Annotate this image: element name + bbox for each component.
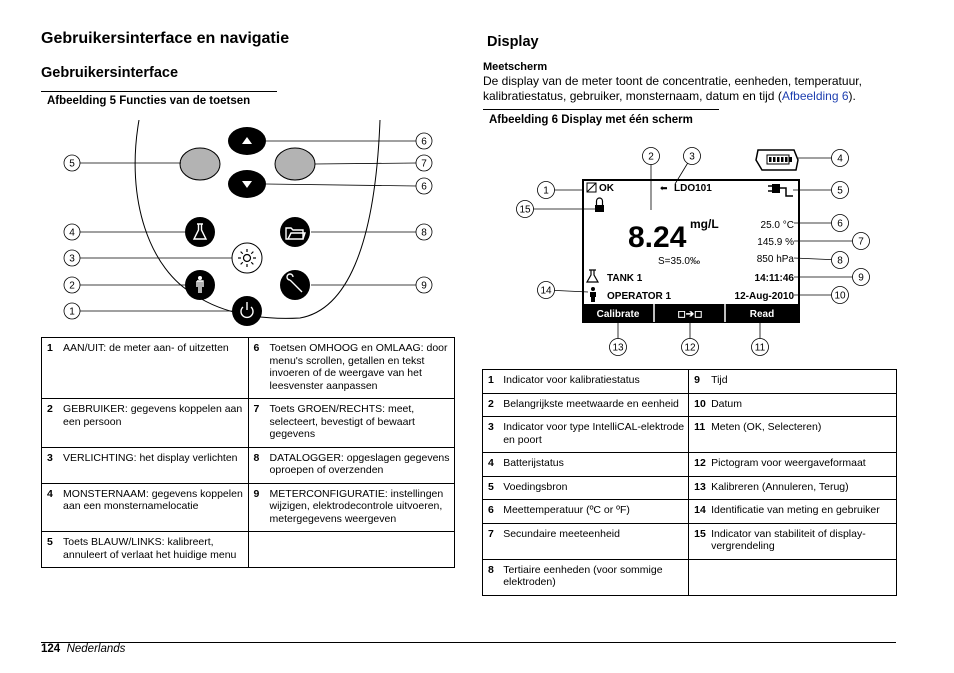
item-description: Batterijstatus [498,453,688,477]
callout-number: 5 [69,158,75,170]
item-number: 12 [689,453,706,477]
item-description: Toets BLAUW/LINKS: kalibreert, annuleert of verlaat het huidige menu [58,532,248,568]
callout-number: 3 [689,151,695,163]
item-number: 5 [42,532,59,568]
item-description: METERCONFIGURATIE: instellingen wijzigen, elektrodecontrole uitvoeren, metergegevens weergeven [265,483,455,532]
item-number: 4 [42,483,59,532]
table-row [42,399,455,448]
display-figure [510,140,890,365]
item-description: Indicator voor kalibratiestatus [498,370,688,394]
callout-number: 1 [69,306,75,318]
caption-rule [41,91,277,92]
item-description: Secundaire meeteenheid [498,523,688,559]
page-number: 124 [41,643,61,655]
caption-rule-2 [483,109,719,110]
callout-number: 1 [543,185,549,197]
item-description: Tertiaire eenheden (voor sommige elektroden) [498,559,688,595]
table-row [42,338,455,399]
item-description: Meten (OK, Selecteren) [706,417,896,453]
item-description: MONSTERNAAM: gegevens koppelen aan een monsternamelocatie [58,483,248,532]
item-description: DATALOGGER: opgeslagen gegevens oproepen of overzenden [265,447,455,483]
figure-link[interactable]: Afbeelding 6 [781,89,849,103]
item-number: 10 [689,393,706,417]
callout-number: 3 [69,253,75,265]
keypad-figure [55,120,445,330]
callout-number: 5 [837,185,843,197]
callout-number: 7 [858,236,864,248]
callout-number: 7 [421,158,427,170]
footer [41,643,125,655]
operator-key [185,270,215,300]
time: 14:11:46 [754,273,794,284]
callout-number: 8 [837,255,843,267]
item-number: 9 [248,483,265,532]
sample-name: TANK 1 [607,273,643,284]
item-number: 3 [42,447,59,483]
blue-left-key [180,148,220,180]
backlight-key [232,243,262,273]
main-value: 8.24 [628,221,687,254]
display-description: De display van de meter toont de concentratie, eenheden, temperatuur, kalibratiestatus, gebruiker, monsternaam, datum en tijd (Afbeelding 6). [483,74,862,103]
table-row [483,523,897,559]
callout-number: 11 [754,342,766,354]
item-number: 1 [42,338,59,399]
item-description: Toetsen OMHOOG en OMLAAG: door menu's scrollen, getallen en tekst invoeren of de weergave van het leesvenster aanpassen [265,338,455,399]
arrow-down-key [228,170,266,198]
callout-number: 9 [421,280,427,292]
display-title: Display [487,34,539,50]
item-description: Tijd [706,370,896,394]
table-row [483,393,897,417]
item-number [248,532,265,568]
sub-heading: Meetscherm [483,61,548,73]
footer-language: Nederlands [66,643,126,655]
item-number: 5 [483,476,499,500]
date: 12-Aug-2010 [734,291,794,302]
item-description: Voedingsbron [498,476,688,500]
table-row [42,532,455,568]
item-number: 8 [248,447,265,483]
table-row [483,417,897,453]
callout-number: 2 [69,280,75,292]
calibration-status: OK [599,183,614,194]
operator-name: OPERATOR 1 [607,291,672,302]
item-number: 13 [689,476,706,500]
item-description: VERLICHTING: het display verlichten [58,447,248,483]
callout-number: 9 [858,272,864,284]
display-legend-table [482,369,897,596]
item-number: 4 [483,453,499,477]
item-number: 2 [483,393,499,417]
section-title: Gebruikersinterface en navigatie [41,30,290,47]
footer-rule [41,642,896,643]
item-number: 2 [42,399,59,448]
callout-number: 14 [540,285,552,297]
key-functions-table [41,337,455,568]
secondary-reading: S=35.0‰ [658,256,700,267]
callout-number: 8 [421,227,427,239]
callout-number: 13 [612,342,624,354]
item-description [706,559,896,595]
item-number: 11 [689,417,706,453]
item-description: Belangrijkste meetwaarde en eenheid [498,393,688,417]
probe-arrow-icon: ⬅ [660,183,668,193]
item-description: AAN/UIT: de meter aan- of uitzetten [58,338,248,399]
item-number: 6 [248,338,265,399]
arrow-up-key [228,127,266,155]
item-number: 1 [483,370,499,394]
table-row [42,483,455,532]
main-unit: mg/L [690,217,719,231]
item-number: 9 [689,370,706,394]
battery-icon [756,150,798,170]
item-description: Datum [706,393,896,417]
figure-caption-2: Afbeelding 6 Display met één scherm [489,114,693,126]
soft-key-read[interactable]: Read [749,309,775,320]
item-number: 14 [689,500,706,524]
sample-name-key [185,217,215,247]
item-description: Kalibreren (Annuleren, Terug) [706,476,896,500]
item-description: Toets GROEN/RECHTS: meet, selecteert, bevestigt of bewaart gegevens [265,399,455,448]
item-description: Indicator voor type IntelliCAL-elektrode en poort [498,417,688,453]
callout-number: 12 [684,342,696,354]
table-row [483,476,897,500]
meter-setup-key [280,270,310,300]
callout-number: 6 [421,136,427,148]
callout-number: 10 [834,290,846,302]
soft-key-display-format[interactable]: ◻➔◻ [677,309,703,320]
item-description: Identificatie van meting en gebruiker [706,500,896,524]
power-key [232,296,262,326]
temperature: 25.0 °C [760,220,794,231]
tertiary-percent: 145.9 % [757,237,794,248]
item-description: GEBRUIKER: gegevens koppelen aan een persoon [58,399,248,448]
item-description: Meettemperatuur (ºC or ºF) [498,500,688,524]
tertiary-pressure: 850 hPa [756,254,794,265]
item-number: 8 [483,559,499,595]
soft-key-calibrate[interactable]: Calibrate [596,309,640,320]
callout-number: 6 [421,181,427,193]
table-row [483,453,897,477]
item-description [265,532,455,568]
figure-caption: Afbeelding 5 Functies van de toetsen [47,95,251,107]
item-number: 7 [248,399,265,448]
green-right-key [275,148,315,180]
datalogger-key [280,217,310,247]
item-number: 15 [689,523,706,559]
item-number: 3 [483,417,499,453]
table-row [483,500,897,524]
table-row [483,370,897,394]
table-row [483,559,897,595]
probe-type: LDO101 [674,183,712,194]
callout-number: 2 [648,151,654,163]
callout-number: 15 [519,204,531,216]
table-row [42,447,455,483]
callout-number: 4 [69,227,75,239]
callout-number: 6 [837,218,843,230]
item-number [689,559,706,595]
item-number: 6 [483,500,499,524]
subsection-title: Gebruikersinterface [41,65,179,81]
item-description: Pictogram voor weergaveformaat [706,453,896,477]
item-description: Indicator van stabiliteit of display-vergrendeling [706,523,896,559]
callout-number: 4 [837,153,843,165]
item-number: 7 [483,523,499,559]
